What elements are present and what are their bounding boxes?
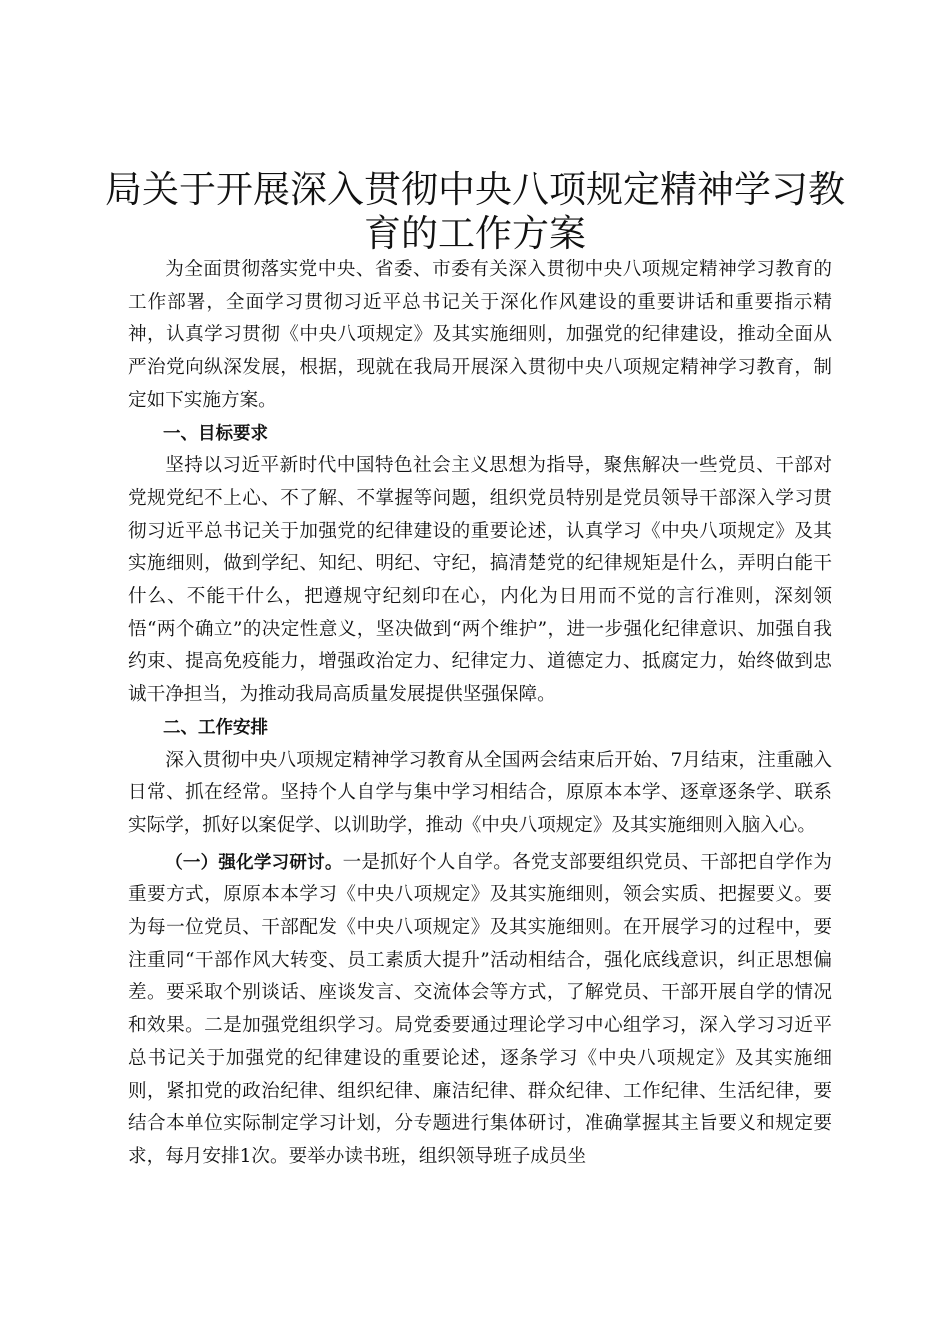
- section-goals-paragraph: 坚持以习近平新时代中国特色社会主义思想为指导，聚焦解决一些党员、干部对党规党纪不上心、不了解、不掌握等问题，组织党员特别是党员领导干部深入学习贯彻习近平总书记关于加强党的纪律建设的重要论述，认真学习《中央八项规定》及其实施细则，做到学纪、知纪、明纪、守纪，搞清楚党的纪律规矩是什么，弄明白能干什么、不能干什么，把遵规守纪刻印在心，内化为日用而不觉的言行准则，深刻领悟“两个确立”的决定性意义，坚决做到“两个维护”，进一步强化纪律意识、加强自我约束、提高免疫能力，增强政治定力、纪律定力、道德定力、抵腐定力，始终做到忠诚干净担当，为推动我局高质量发展提供坚强保障。: [128, 455, 832, 706]
- document-body: [128, 254, 832, 1174]
- subsection-heading-study: （一）强化学习研讨。: [165, 852, 343, 873]
- intro-paragraph: 为全面贯彻落实党中央、省委、市委有关深入贯彻中央八项规定精神学习教育的工作部署，全面学习贯彻习近平总书记关于深化作风建设的重要讲话和重要指示精神，认真学习贯彻《中央八项规定》及其实施细则，加强党的纪律建设，推动全面从严治党向纵深发展，根据，现就在我局开展深入贯彻中央八项规定精神学习教育，制定如下实施方案。: [128, 259, 832, 411]
- section-heading-arrangement: 二、工作安排: [163, 717, 268, 738]
- subsection-study-paragraph: [128, 847, 832, 1174]
- document-title: 局关于开展深入贯彻中央八项规定精神学习教育的工作方案: [105, 168, 845, 255]
- subsection-study-text: 一是抓好个人自学。各党支部要组织党员、干部把自学作为重要方式，原原本本学习《中央八项规定》及其实施细则，领会实质、把握要义。要为每一位党员、干部配发《中央八项规定》及其实施细则。在开展学习的过程中，要注重同“干部作风大转变、员工素质大提升”活动相结合，强化底线意识，纠正思想偏差。要采取个别谈话、座谈发言、交流体会等方式，了解党员、干部开展自学的情况和效果。二是加强党组织学习。局党委要通过理论学习中心组学习，深入学习习近平总书记关于加强党的纪律建设的重要论述，逐条学习《中央八项规定》及其实施细则，紧扣党的政治纪律、组织纪律、廉洁纪律、群众纪律、工作纪律、生活纪律，要结合本单位实际制定学习计划，分专题进行集体研讨，准确掌握其主旨要义和规定要求，每月安排1次。要举办读书班，组织领导班子成员坐: [128, 851, 832, 1167]
- section-heading-goals: 一、目标要求: [163, 423, 268, 444]
- section-arrangement-paragraph: 深入贯彻中央八项规定精神学习教育从全国两会结束后开始、7月结束，注重融入日常、抓在经常。坚持个人自学与集中学习相结合，原原本本学、逐章逐条学、联系实际学，抓好以案促学、以训助学，推动《中央八项规定》及其实施细则入脑入心。: [128, 749, 832, 836]
